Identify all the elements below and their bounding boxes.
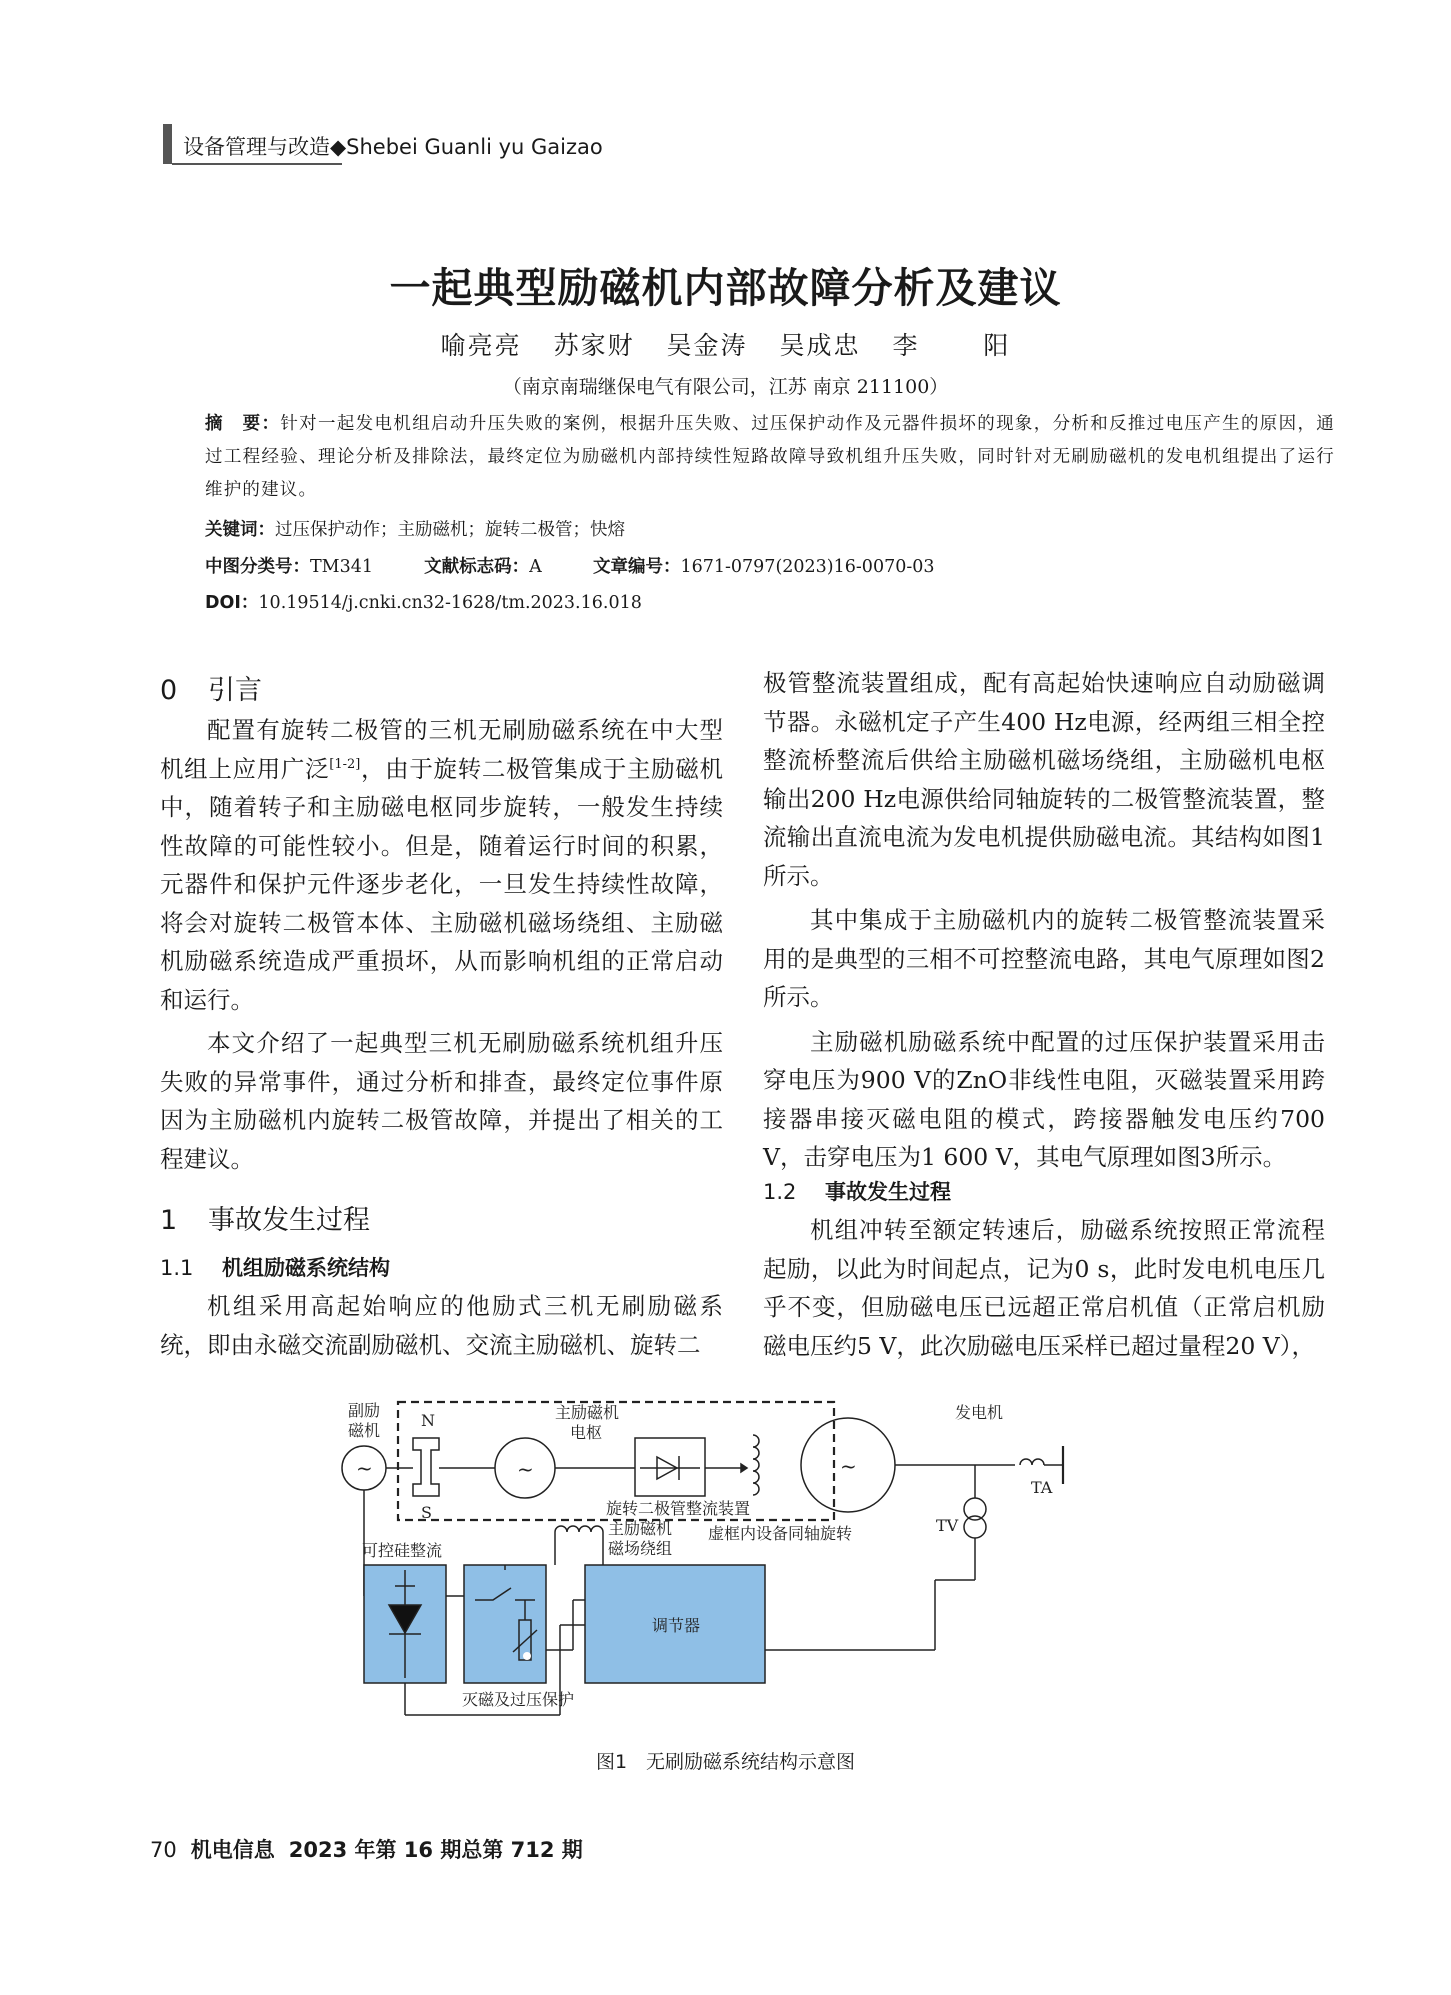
label-coaxial-note: 虚框内设备同轴旋转 [708, 1524, 853, 1543]
subsection-heading [763, 1176, 951, 1206]
journal-name-cn: 设备管理与改造 [183, 135, 330, 159]
section-heading [160, 1198, 370, 1237]
paragraph [160, 711, 723, 1019]
abstract [205, 408, 1335, 507]
label-thyristor: 可控硅整流 [362, 1541, 443, 1560]
section-title: 事故发生过程 [208, 1205, 370, 1236]
label-sub-exciter: 副励 [348, 1401, 381, 1420]
footer-journal: 机电信息 [190, 1838, 275, 1862]
journal-name-pinyin: Shebei Guanli yu Gaizao [346, 135, 603, 159]
header-separator: ◆ [330, 135, 347, 159]
author: 吴金涛 [666, 331, 748, 360]
footer-issue: 2023 年第 16 期总第 712 期 [288, 1838, 583, 1862]
section-1-2-body [763, 1211, 1325, 1365]
paragraph: 机组采用高起始响应的他励式三机无刷励磁系统，即由永磁交流副励磁机、交流主励磁机、旋转二 [160, 1292, 723, 1359]
citation: [1-2] [329, 756, 361, 772]
label-regulator: 调节器 [652, 1616, 701, 1635]
section-number: 1.1 [160, 1256, 194, 1280]
author: 苏家财 [553, 331, 635, 360]
permanent-magnet-symbol [413, 1438, 439, 1496]
label-tv: TV [936, 1516, 959, 1535]
tilde-symbol: ~ [517, 1457, 534, 1481]
page-footer [150, 1834, 583, 1864]
clc-value: TM341 [310, 557, 373, 577]
paragraph: 其中集成于主励磁机内的旋转二极管整流装置采用的是典型的三相不可控整流电路，其电气原理如图2所示。 [763, 906, 1325, 1011]
section-heading [160, 668, 262, 707]
author: 吴成忠 [779, 331, 861, 360]
doc-code-label: 文献标志码： [424, 557, 530, 577]
node [523, 1652, 531, 1660]
text: ，由于旋转二极管集成于主励磁机中，随着转子和主励磁电枢同步旋转，一般发生持续性故障的可能性较小。但是，随着运行时间的积累，元器件和保护元件逐步老化，一旦发生持续性故障，将会对旋转二极管本体、主励磁机磁场绕组、主励磁机励磁系统造成严重损坏，从而影响机组的正常启动和运行。 [160, 754, 724, 1014]
doi-value: 10.19514/j.cnki.cn32-1628/tm.2023.16.018 [258, 593, 642, 613]
text: 配置有旋转二极管的三机无刷励磁系统在中大型机组上应用广泛 [160, 716, 723, 783]
intro-paragraphs [160, 711, 723, 1178]
paper-title: 一起典型励磁机内部故障分析及建议 [389, 264, 1062, 312]
doc-code-value: A [529, 557, 542, 577]
article-no-value: 1671-0797(2023)16-0070-03 [680, 557, 935, 577]
label-main-field: 磁场绕组 [608, 1539, 673, 1558]
abstract-label: 摘 要： [205, 414, 281, 434]
section-title: 事故发生过程 [825, 1180, 951, 1204]
paragraph: 主励磁机励磁系统中配置的过压保护装置采用击穿电压为900 V的ZnO非线性电阻，灭磁装置采用跨接器串接灭磁电阻的模式，跨接器触发电压约700 V，击穿电压为1 600 V，其电气原理如图3所示。 [763, 1027, 1325, 1171]
demag-protection-box [464, 1565, 546, 1683]
section-number: 1 [160, 1205, 178, 1236]
label-rotating-rectifier: 旋转二极管整流装置 [606, 1499, 751, 1518]
label-demag: 灭磁及过压保护 [462, 1690, 575, 1709]
running-header [183, 131, 603, 161]
paragraph: 本文介绍了一起典型三机无刷励磁系统机组升压失败的异常事件，通过分析和排查，最终定位事件原因为主励磁机内旋转二极管故障，并提出了相关的工程建议。 [160, 1029, 723, 1173]
label-main-field: 主励磁机 [608, 1519, 673, 1538]
arrow [741, 1464, 747, 1472]
clc-label: 中图分类号： [205, 557, 310, 577]
label-n: N [421, 1411, 435, 1430]
tilde-symbol: ~ [840, 1454, 857, 1478]
current-transformer [1020, 1459, 1044, 1465]
label-s: S [421, 1503, 432, 1522]
section-title: 机组励磁系统结构 [222, 1256, 390, 1280]
label-ta: TA [1031, 1478, 1053, 1497]
section-title: 引言 [208, 675, 262, 706]
abstract-text: 针对一起发电机组启动升压失败的案例，根据升压失败、过压保护动作及元器件损坏的现象，分析和反推过电压产生的原因，通过工程经验、理论分析及排除法，最终定位为励磁机内部持续性短路故障导致机组升压失败，同时针对无刷励磁机的发电机组提出了运行维护的建议。 [205, 414, 1335, 500]
keywords-text: 过压保护动作；主励磁机；旋转二极管；快熔 [275, 520, 625, 540]
doi-line [205, 589, 642, 614]
paragraph: 极管整流装置组成，配有高起始快速响应自动励磁调节器。永磁机定子产生400 Hz电源，经两组三相全控整流桥整流后供给主励磁机磁场绕组，主励磁机电枢输出200 Hz电源供给同轴旋转的二极管整流装置，整流输出直流电流为发电机提供励磁电流。其结构如图1所示。 [763, 669, 1325, 890]
keywords [205, 516, 625, 541]
page-number: 70 [150, 1838, 177, 1862]
label-sub-exciter: 磁机 [348, 1421, 381, 1440]
label-main-armature: 主励磁机 [555, 1403, 620, 1422]
figure-1-diagram [315, 1390, 1175, 1740]
header-rule [172, 163, 342, 165]
doi-label: DOI： [205, 593, 259, 613]
affiliation: （南京南瑞继保电气有限公司，江苏 南京 211100） [502, 376, 949, 398]
tilde-symbol: ~ [356, 1456, 373, 1480]
field-winding [555, 1526, 603, 1532]
right-column [763, 664, 1325, 1177]
rotor-winding [753, 1435, 759, 1495]
author: 喻亮亮 [440, 331, 522, 360]
rotating-rectifier-box [635, 1438, 705, 1496]
header-bar [163, 124, 172, 164]
author-list [0, 326, 1451, 362]
label-generator: 发电机 [955, 1403, 1004, 1422]
figure-caption: 图1 无刷励磁系统结构示意图 [595, 1751, 856, 1773]
paragraph: 机组冲转至额定转速后，励磁系统按照正常流程起励，以此为时间起点，记为0 s，此时发电机电压几乎不变，但励磁电压已远超正常启机值（正常启机励磁电压约5 V，此次励磁电压采样已超过量程20 V）， [763, 1216, 1325, 1360]
subsection-heading [160, 1252, 390, 1282]
keywords-label: 关键词： [205, 520, 275, 540]
section-number: 0 [160, 675, 178, 706]
author: 李 阳 [892, 331, 1011, 360]
section-1-1-left [160, 1287, 723, 1364]
label-main-armature: 电枢 [570, 1423, 603, 1442]
article-no-label: 文章编号： [592, 557, 681, 577]
section-number: 1.2 [763, 1180, 797, 1204]
classification-line [205, 553, 935, 578]
